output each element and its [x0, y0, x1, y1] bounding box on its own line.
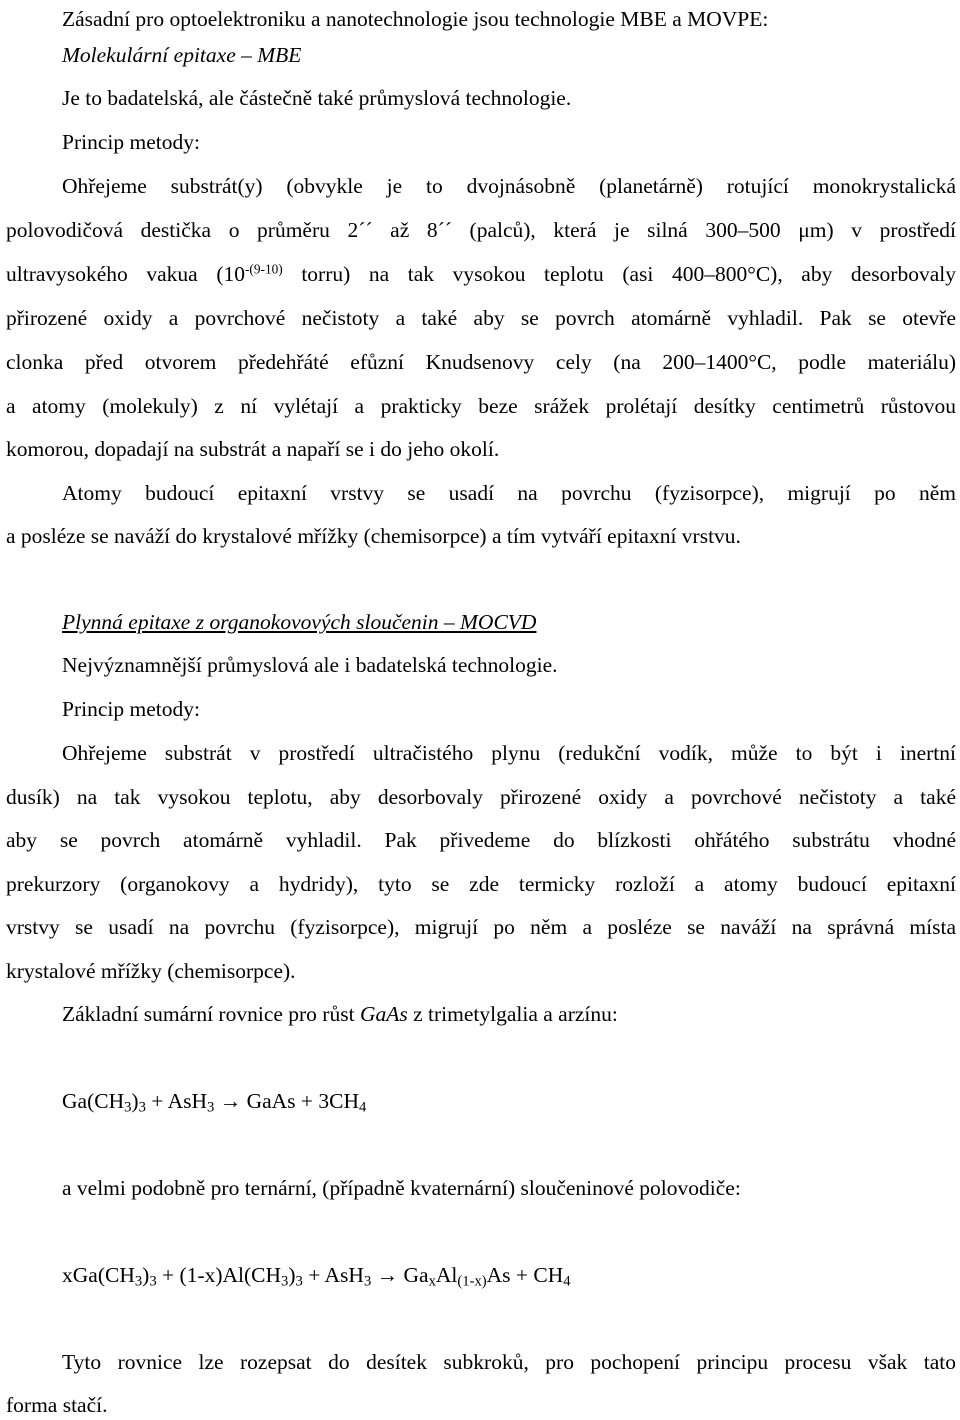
eq-term: Al: [435, 1263, 458, 1287]
mbe-line-part: torru) na tak vysokou teplotu (asi 400–800°C), aby desorbovaly: [282, 262, 956, 286]
eq-subscript: x: [428, 1273, 436, 1290]
mocvd-paragraph-line: dusík) na tak vysokou teplotu, aby desorbovaly přirozené oxidy a povrchové nečistoty a také: [6, 785, 956, 809]
mocvd-paragraph-line: prekurzory (organokovy a hydridy), tyto se zde termicky rozloží a atomy budoucí epitaxní: [6, 872, 956, 896]
closing-line: Tyto rovnice lze rozepsat do desítek subkroků, pro pochopení principu procesu však tato: [62, 1350, 956, 1374]
mbe-paragraph-line: komorou, dopadají na substrát a napaří se i do jeho okolí.: [6, 437, 500, 461]
eq-subscript: 4: [563, 1273, 571, 1290]
mocvd-paragraph-line: Ohřejeme substrát v prostředí ultračistého plynu (redukční vodík, může to být i inertní: [62, 741, 956, 765]
mbe-principle-label: Princip metody:: [62, 130, 200, 154]
eq-term: As + CH: [486, 1263, 564, 1287]
ternary-intro: a velmi podobně pro ternární, (případně kvaternární) sloučeninové polovodiče:: [62, 1176, 741, 1200]
mbe-paragraph-line: Ohřejeme substrát(y) (obvykle je to dvojnásobně (planetárně) rotující monokrystalická: [62, 174, 956, 198]
eq-subscript: (1-x): [457, 1273, 487, 1290]
intro-text: Zásadní pro optoelektroniku a nanotechnologie jsou technologie MBE a MOVPE:: [62, 7, 769, 31]
eq-subscript: 3: [124, 1099, 132, 1116]
closing-line: forma stačí.: [6, 1393, 108, 1417]
mocvd-paragraph-line: krystalové mřížky (chemisorpce).: [6, 959, 296, 983]
mocvd-paragraph-line: aby se povrch atomárně vyhladil. Pak přivedeme do blízkosti ohřátého substrátu vhodné: [6, 828, 956, 852]
eq-term: ): [288, 1263, 296, 1287]
mbe-subtitle: Je to badatelská, ale částečně také průmyslová technologie.: [62, 86, 572, 110]
equation-intro: [62, 999, 956, 1029]
eq-term: ): [131, 1089, 139, 1113]
mbe-heading: Molekulární epitaxe – MBE: [62, 43, 302, 67]
eq-subscript: 3: [207, 1099, 215, 1116]
eq-term: → Ga: [371, 1263, 429, 1287]
eq-subscript: 3: [295, 1273, 303, 1290]
mbe-paragraph-line: a atomy (molekuly) z ní vylétají a prakticky beze srážek prolétají desítky centimetrů růstovou: [6, 394, 956, 418]
eq-subscript: 3: [134, 1273, 143, 1290]
eq-term: → GaAs + 3CH: [214, 1089, 360, 1113]
eq-term: + (1-x)Al(CH: [156, 1263, 282, 1287]
eq-subscript: 3: [149, 1273, 157, 1290]
equation-intro-text: Základní sumární rovnice pro růst: [62, 1002, 360, 1026]
gaas-formula: GaAs: [359, 1002, 408, 1026]
mocvd-heading: Plynná epitaxe z organokovových sloučenin – MOCVD: [62, 610, 537, 634]
equation-intro-text: z trimetylgalia a arzínu:: [407, 1002, 618, 1026]
eq-term: Ga(CH: [62, 1089, 125, 1113]
mbe-paragraph-line: polovodičová destička o průměru 2´´ až 8´´ (palců), která je silná 300–500 μm) v prostředí: [6, 218, 956, 242]
mocvd-principle-label: Princip metody:: [62, 697, 200, 721]
pressure-exponent: -(9-10): [244, 261, 283, 277]
eq-term: ): [142, 1263, 150, 1287]
mbe-paragraph-line: [6, 259, 956, 289]
mbe-paragraph-line: Atomy budoucí epitaxní vrstvy se usadí na povrchu (fyzisorpce), migrují po něm: [62, 481, 956, 505]
eq-term: + AsH: [302, 1263, 364, 1287]
mbe-paragraph-line: přirozené oxidy a povrchové nečistoty a také aby se povrch atomárně vyhladil. Pak se otevře: [6, 306, 956, 330]
eq-subscript: 4: [359, 1099, 367, 1116]
eq-term: xGa(CH: [62, 1263, 135, 1287]
mocvd-subtitle: Nejvýznamnější průmyslová ale i badatelská technologie.: [62, 653, 558, 677]
eq-subscript: 3: [363, 1273, 372, 1290]
mbe-paragraph-line: clonka před otvorem předehřáté efůzní Knudsenovy cely (na 200–1400°C, podle materiálu): [6, 350, 956, 374]
eq-subscript: 3: [138, 1099, 146, 1116]
mbe-paragraph-line: a posléze se naváží do krystalové mřížky (chemisorpce) a tím vytváří epitaxní vrstvu.: [6, 524, 741, 548]
mbe-line-part: ultravysokého vakua (10: [6, 262, 245, 286]
equation-gaas: [62, 1086, 956, 1116]
eq-subscript: 3: [281, 1273, 289, 1290]
mocvd-paragraph-line: vrstvy se usadí na povrchu (fyzisorpce), migrují po něm a posléze se naváží na správná místa: [6, 915, 956, 939]
equation-algaas: [62, 1260, 956, 1290]
eq-term: + AsH: [145, 1089, 208, 1113]
